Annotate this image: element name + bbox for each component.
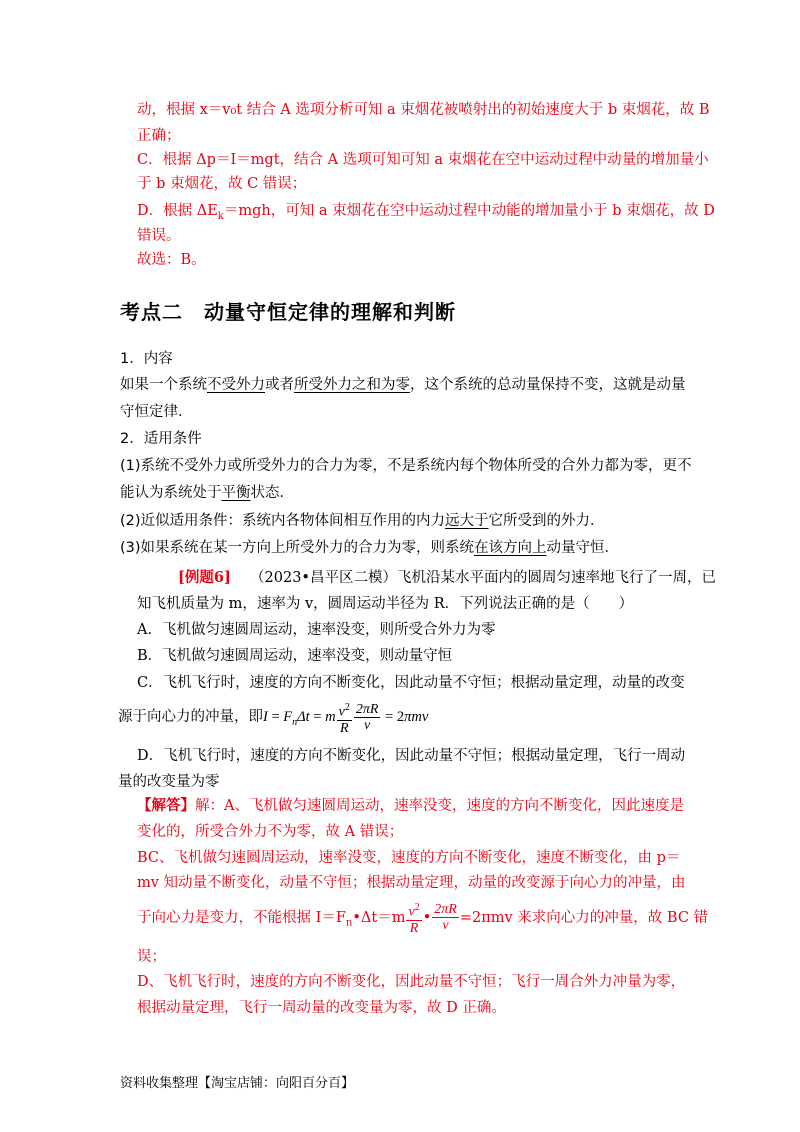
text-line: 于 b 束烟花，故 C 错误；	[137, 176, 307, 192]
text-segment: ，这个系统的总动量保持不变，这就是动量	[410, 377, 686, 393]
underlined-term: 不受外力	[207, 377, 265, 393]
text-line	[120, 375, 686, 395]
formula: $I = F_n\Delta t = m$ $\frac{v^2}{R}$ $\frac{2\pi R}{v}$ = 2πmv	[263, 702, 429, 736]
text-segment: 如果一个系统	[120, 377, 207, 393]
underlined-term: 平衡	[221, 485, 251, 501]
text-segment: 解：A、飞机做匀速圆周运动，速率没变，速度的方向不断变化，因此速度是	[195, 798, 684, 814]
text-segment: (2)近似适用条件：系统内各物体间相互作用的内力	[120, 513, 446, 529]
text-line	[178, 568, 716, 588]
text-line	[137, 201, 715, 227]
paragraph-label: 1．内容	[120, 351, 173, 367]
option-c: C．飞机飞行时，速度的方向不断变化，因此动量不守恒；根据动量定理，动量的改变	[137, 675, 685, 691]
text-segment: 动量守恒．	[546, 540, 620, 556]
text-line: 错误。	[137, 228, 181, 244]
text-line: BC、飞机做匀速圆周运动，速率没变，速度的方向不断变化，速度不断变化，由 p＝	[137, 850, 681, 866]
text-segment: 能认为系统处于	[120, 485, 222, 501]
text-segment: 或者	[265, 377, 294, 393]
text-line: 变化的，所受合外力不为零，故 A 错误；	[137, 824, 404, 840]
section-title: 考点二 动量守恒定律的理解和判断	[120, 300, 456, 324]
underlined-term: 远大于	[445, 513, 489, 529]
text-line: 于向心力是变力，不能根据 $I=F_n•\Delta t=m$ $\frac{v^2}{R}$ • $\frac{2\pi R}{v}$ =2πmv 来求向心力的冲量，故 BC 错	[137, 902, 709, 936]
text-line: 量的改变量为零	[118, 774, 220, 790]
answer-tag: 【解答】	[137, 797, 195, 814]
text-segment: 源于向心力的冲量，即	[118, 709, 263, 726]
text-line	[137, 796, 684, 816]
fraction-v2-over-r: $\frac{v^2}{R}$	[338, 702, 350, 736]
option-c-formula-line	[118, 700, 428, 740]
text-line: 知飞机质量为 m，速率为 v，圆周运动半径为 R．下列说法正确的是（ ）	[137, 596, 634, 612]
text-segment: 于向心力是变力，不能根据 I＝F	[137, 909, 346, 926]
footer-note: 资料收集整理【淘宝店铺：向阳百分百】	[120, 1076, 355, 1091]
text-line: 根据动量定理，飞行一周动量的改变量为零，故 D 正确。	[137, 1000, 506, 1016]
fraction-2pir-over-v: $\frac{2\pi R}{v}$	[434, 902, 457, 934]
text-line	[120, 511, 605, 531]
text-segment: (3)如果系统在某一方向上所受外力的合力为零，则系统	[120, 540, 475, 556]
text-line: 守恒定律．	[120, 404, 193, 420]
text-line: 故选：B。	[137, 252, 206, 268]
fraction-v2-over-r: $\frac{v^2}{R}$	[408, 902, 420, 936]
fraction-2pir-over-v: $\frac{2\pi R}{v}$	[355, 702, 379, 734]
text-segment: 状态．	[250, 485, 294, 501]
paragraph-label: 2．适用条件	[120, 431, 202, 447]
subscript: n	[345, 917, 353, 929]
text-line: 误；	[137, 949, 166, 965]
subscript: k	[217, 210, 224, 222]
text-segment: =2πmv 来求向心力的冲量，故 BC 错	[459, 909, 709, 926]
text-line: mv 知动量不断变化，动量不守恒；根据动量定理，动量的改变源于向心力的冲量，由	[137, 875, 686, 891]
underlined-term: 所受外力之和为零	[294, 377, 410, 393]
option-a: A．飞机做匀速圆周运动，速率没变，则所受合外力为零	[137, 622, 496, 638]
example-stem: （2023•昌平区二模）飞机沿某水平面内的圆周匀速率地飞行了一周，已	[250, 570, 716, 586]
text-segment: ＝mgh，可知 a 束烟花在空中运动过程中动能的增加量小于 b 束烟花，故 D	[223, 203, 715, 219]
text-segment: •Δt＝m	[352, 909, 406, 926]
example-label: [例题6]	[178, 569, 231, 586]
text-segment: 它所受到的外力．	[488, 513, 605, 529]
option-d: D．飞机飞行时，速度的方向不断变化，因此动量不守恒；根据动量定理，飞行一周动	[137, 748, 686, 764]
option-b: B．飞机做匀速圆周运动，速率没变，则动量守恒	[137, 648, 453, 664]
text-line	[120, 538, 619, 558]
underlined-term: 在该方向上	[474, 540, 547, 556]
text-line	[120, 483, 294, 503]
text-line: 正确；	[137, 128, 181, 144]
text-line: C．根据 Δp＝I＝mgt，结合 A 选项可知可知 a 束烟花在空中运动过程中动量的增加量小	[137, 152, 709, 168]
text-segment: D．根据 ΔE	[137, 203, 218, 219]
text-line: 动，根据 x＝v₀t 结合 A 选项分析可知 a 束烟花被喷射出的初始速度大于 b 束烟花，故 B	[137, 102, 710, 118]
text-line: (1)系统不受外力或所受外力的合力为零，不是系统内每个物体所受的合外力都为零，更不	[120, 458, 692, 474]
text-line: D、飞机飞行时，速度的方向不断变化，因此动量不守恒；飞行一周合外力冲量为零，	[137, 974, 686, 990]
